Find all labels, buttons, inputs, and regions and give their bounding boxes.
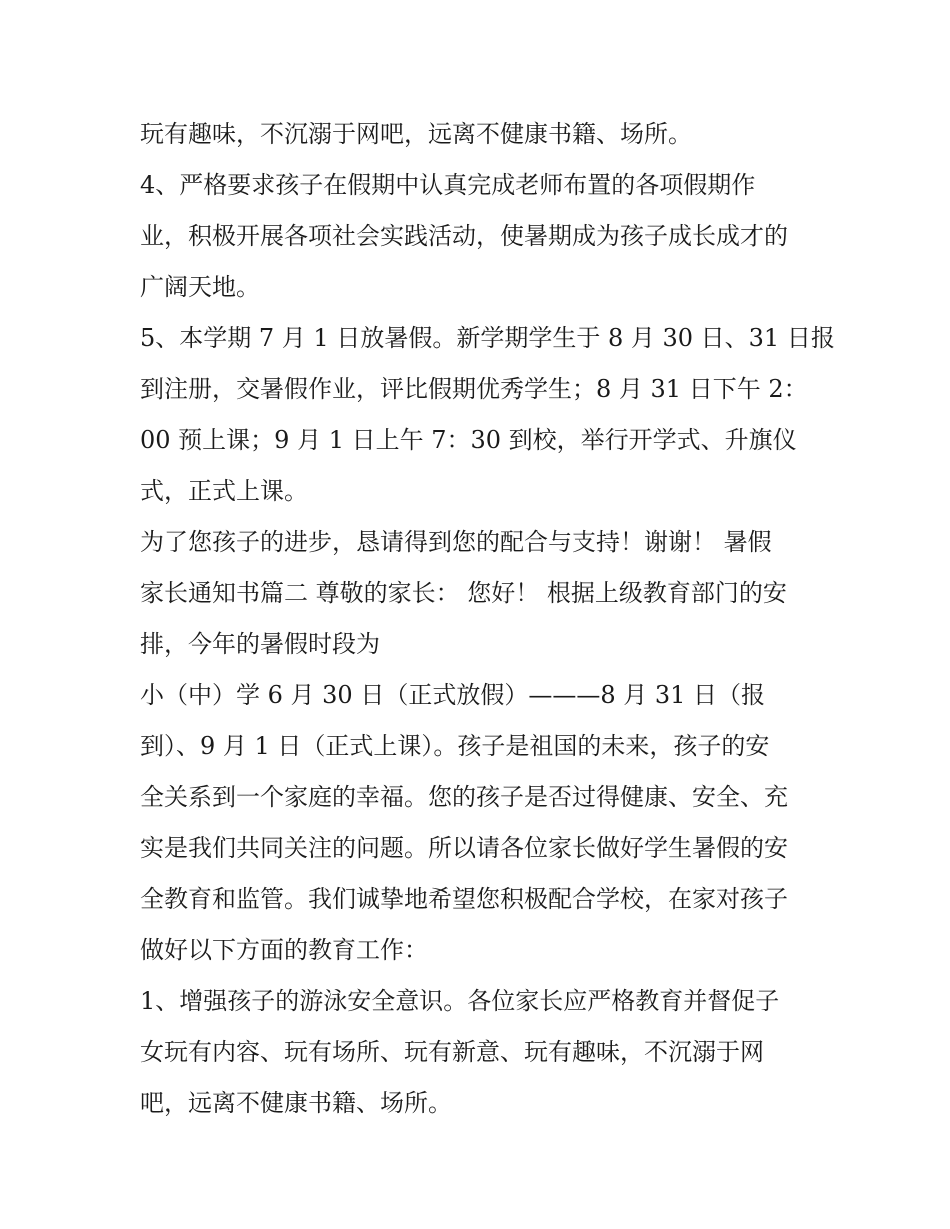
text-line: 式，正式上课。 xyxy=(140,477,308,505)
text-line: 全教育和监管。我们诚挚地希望您积极配合学校，在家对孩子 xyxy=(140,885,788,913)
body-text xyxy=(140,109,835,1129)
text-line: 到注册，交暑假作业，评比假期优秀学生；8 月 31 日下午 2： xyxy=(140,375,808,403)
text-line: 4、严格要求孩子在假期中认真完成老师布置的各项假期作 xyxy=(140,171,756,199)
text-line: 全关系到一个家庭的幸福。您的孩子是否过得健康、安全、充 xyxy=(140,783,788,811)
text-line: 到）、9 月 1 日（正式上课）。孩子是祖国的未来，孩子的安 xyxy=(140,732,770,760)
text-line: 业，积极开展各项社会实践活动，使暑期成为孩子成长成才的 xyxy=(140,222,788,250)
text-line: 实是我们共同关注的问题。所以请各位家长做好学生暑假的安 xyxy=(140,834,788,862)
text-line: 广阔天地。 xyxy=(140,273,260,301)
text-line: 排，今年的暑假时段为 xyxy=(140,630,380,658)
text-line: 小（中）学 6 月 30 日（正式放假）———8 月 31 日（报 xyxy=(140,681,766,709)
text-line: 玩有趣味，不沉溺于网吧，远离不健康书籍、场所。 xyxy=(140,120,692,148)
text-line: 吧，远离不健康书籍、场所。 xyxy=(140,1089,452,1117)
text-line: 为了您孩子的进步，恳请得到您的配合与支持！谢谢！ 暑假 xyxy=(140,528,772,556)
text-line: 00 预上课；9 月 1 日上午 7：30 到校，举行开学式、升旗仪 xyxy=(140,426,797,454)
text-line: 1、增强孩子的游泳安全意识。各位家长应严格教育并督促子 xyxy=(140,987,780,1015)
text-line: 家长通知书篇二 尊敬的家长： 您好！ 根据上级教育部门的安 xyxy=(140,579,787,607)
text-line: 做好以下方面的教育工作： xyxy=(140,936,428,964)
text-line: 女玩有内容、玩有场所、玩有新意、玩有趣味，不沉溺于网 xyxy=(140,1038,764,1066)
text-line: 5、本学期 7 月 1 日放暑假。新学期学生于 8 月 30 日、31 日报 xyxy=(140,324,835,352)
